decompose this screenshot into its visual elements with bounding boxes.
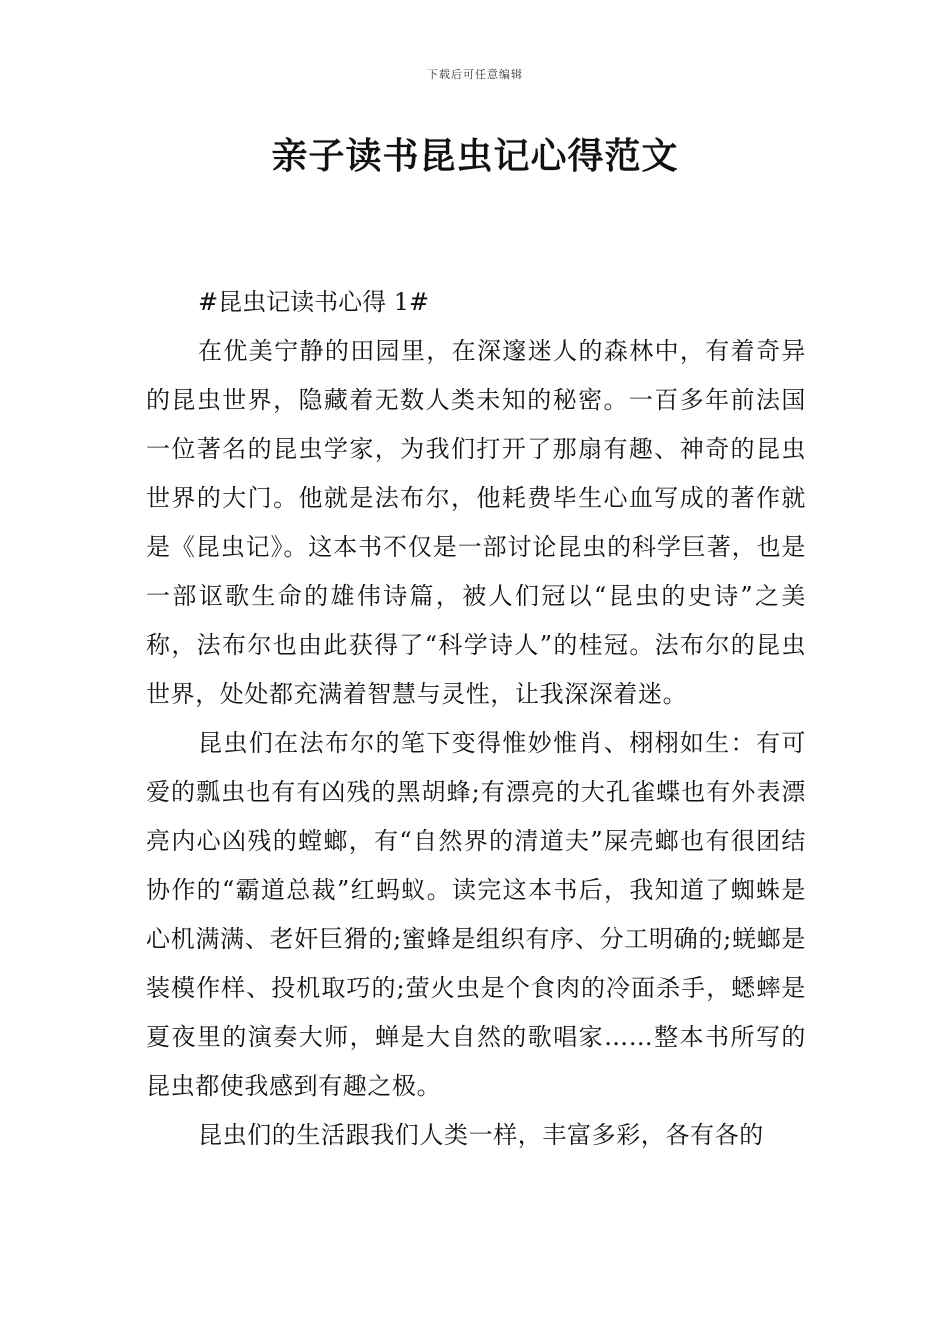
- section-heading: #昆虫记读书心得 1#: [198, 288, 430, 316]
- paragraph-1: 在优美宁静的田园里，在深邃迷人的森林中，有着奇异的昆虫世界，隐藏着无数人类未知的秘密。一百多年前法国一位著名的昆虫学家，为我们打开了那扇有趣、神奇的昆虫世界的大门。他就是法布尔，他耗费毕生心血写成的著作就是《昆虫记》。这本书不仅是一部讨论昆虫的科学巨著，也是一部讴歌生命的雄伟诗篇，被人们冠以“昆虫的史诗”之美称，法布尔也由此获得了“科学诗人”的桂冠。法布尔的昆虫世界，处处都充满着智慧与灵性，让我深深着迷。: [146, 337, 806, 708]
- document-title: 亲子读书昆虫记心得范文: [271, 136, 679, 177]
- paragraph-3: 昆虫们的生活跟我们人类一样，丰富多彩，各有各的: [198, 1121, 764, 1149]
- document-body: [146, 278, 806, 1160]
- header-note: 下载后可任意编辑: [427, 68, 523, 81]
- paragraph-2: 昆虫们在法布尔的笔下变得惟妙惟肖、栩栩如生：有可爱的瓢虫也有有凶残的黑胡蜂;有漂亮的大孔雀蝶也有外表漂亮内心凶残的螳螂，有“自然界的清道夫”屎壳螂也有很团结协作的“霸道总裁”红蚂蚁。读完这本书后，我知道了蜘蛛是心机满满、老奸巨猾的;蜜蜂是组织有序、分工明确的;蜣螂是装模作样、投机取巧的;萤火虫是个食肉的冷面杀手，蟋蟀是夏夜里的演奏大师，蝉是大自然的歌唱家……整本书所写的昆虫都使我感到有趣之极。: [146, 729, 806, 1100]
